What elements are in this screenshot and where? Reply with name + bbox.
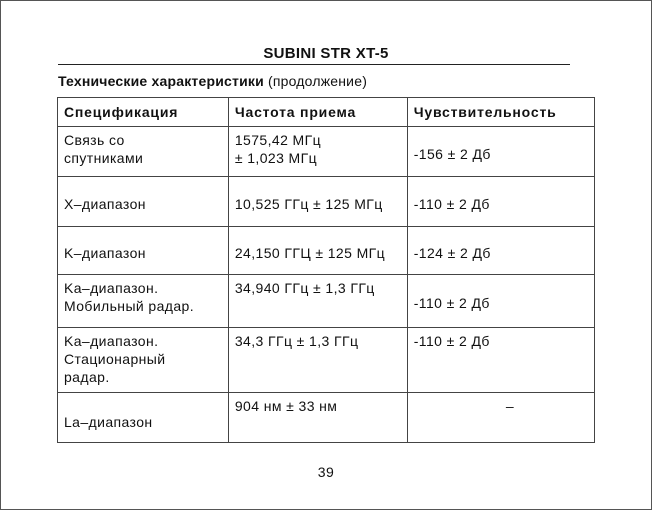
frequency-line: ± 1,023 МГц <box>234 150 318 166</box>
spec-cell: X–диапазон <box>58 177 229 227</box>
sensitivity-cell: -156 ± 2 Дб <box>407 127 594 177</box>
spec-line: спутниками <box>64 150 144 166</box>
spec-cell <box>58 127 229 177</box>
sensitivity-cell: -124 ± 2 Дб <box>407 227 594 275</box>
frequency-cell: 904 нм ± 33 нм <box>228 393 407 443</box>
section-title-continuation: (продолжение) <box>263 73 368 89</box>
section-subtitle <box>58 73 367 89</box>
frequency-cell <box>228 127 407 177</box>
spec-line: Мобильный радар. <box>64 298 195 314</box>
frequency-cell: 24,150 ГГЦ ± 125 МГц <box>228 227 407 275</box>
spec-line: Ka–диапазон. <box>64 333 159 349</box>
spec-line: Ka–диапазон. <box>64 280 159 296</box>
table-row <box>58 177 595 227</box>
spec-cell: La–диапазон <box>58 393 229 443</box>
section-title-bold: Технические характеристики <box>58 73 264 89</box>
sensitivity-cell: -110 ± 2 Дб <box>407 328 594 393</box>
table-row <box>58 227 595 275</box>
frequency-cell: 34,3 ГГц ± 1,3 ГГц <box>228 328 407 393</box>
column-header-frequency: Частота приема <box>228 98 407 127</box>
spec-line: Связь со <box>64 132 125 148</box>
frequency-line: 1575,42 МГц <box>234 132 322 148</box>
spec-cell: K–диапазон <box>58 227 229 275</box>
column-header-specification: Спецификация <box>58 98 229 127</box>
header-divider <box>58 64 570 65</box>
sensitivity-cell: -110 ± 2 Дб <box>407 275 594 328</box>
sensitivity-cell: -110 ± 2 Дб <box>407 177 594 227</box>
column-header-sensitivity: Чувствительность <box>407 98 594 127</box>
specifications-table <box>57 97 595 443</box>
table-row <box>58 393 595 443</box>
table-row <box>58 275 595 328</box>
sensitivity-cell: – <box>407 393 594 443</box>
spec-line: радар. <box>64 369 110 385</box>
spec-cell <box>58 328 229 393</box>
spec-cell <box>58 275 229 328</box>
table-row <box>58 328 595 393</box>
table-header-row <box>58 98 595 127</box>
frequency-cell: 34,940 ГГц ± 1,3 ГГц <box>228 275 407 328</box>
table-row <box>58 127 595 177</box>
document-header-title: SUBINI STR XT-5 <box>263 45 389 62</box>
frequency-cell: 10,525 ГГц ± 125 МГц <box>228 177 407 227</box>
spec-line: Стационарный <box>64 351 166 367</box>
page-number: 39 <box>317 464 335 480</box>
